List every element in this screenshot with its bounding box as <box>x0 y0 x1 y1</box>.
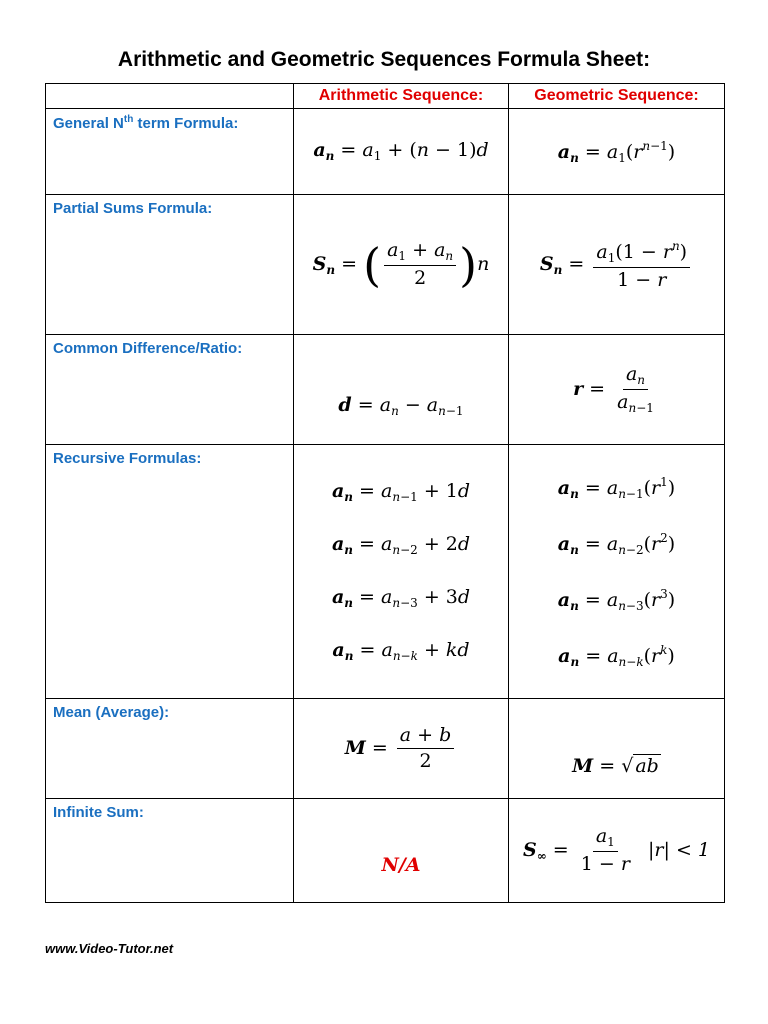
mean-row <box>46 699 725 799</box>
infinite-sum-label: Infinite Sum: <box>46 799 294 903</box>
geometric-nth-term-formula: $a_n = a_1(r^{n-1})$ <box>509 109 725 195</box>
arithmetic-nth-term-formula: $a_n = a_1 + (n - 1)d$ <box>294 109 509 195</box>
partial-sums-label: Partial Sums Formula: <box>46 195 294 335</box>
arithmetic-partial-sum-formula: $S_n$ = ( $\frac{a_1 + a_n}{2}$ )n <box>294 195 509 335</box>
infinite-sum-row <box>46 799 725 903</box>
page-title: Arithmetic and Geometric Sequences Formula Sheet: <box>117 48 651 71</box>
arithmetic-infinite-sum: N/A <box>294 799 509 903</box>
geometric-recursive-formulas <box>509 445 725 699</box>
arithmetic-recursive-3: $a_n = a_{n-3} + 3d$ <box>331 585 471 610</box>
nth-term-row <box>46 109 725 195</box>
common-difference-row <box>46 335 725 445</box>
geometric-mean-formula: M = √ ab <box>509 699 725 799</box>
geometric-partial-sum-formula: $S_n$ = $\frac{a_1(1 - r^n)}{1 - r}$ <box>509 195 725 335</box>
geometric-column-header: Geometric Sequence: <box>509 84 725 109</box>
arithmetic-recursive-formulas <box>294 445 509 699</box>
common-difference-label: Common Difference/Ratio: <box>46 335 294 445</box>
arithmetic-recursive-1: $a_n = a_{n-1} + 1d$ <box>331 479 471 504</box>
formula-table <box>45 83 725 903</box>
geometric-recursive-2: $a_n = a_{n-2}(r^2)$ <box>557 530 676 557</box>
footer-url: www.Video-Tutor.net <box>45 941 174 956</box>
partial-sums-row <box>46 195 725 335</box>
arithmetic-recursive-k: $a_n = a_{n-k}$ + kd <box>332 638 470 663</box>
geometric-recursive-k: $a_n = a_{n-k}(r^k)$ <box>558 642 675 669</box>
header-row <box>46 84 725 109</box>
common-ratio-formula: r = $\frac{a_n}{a_{n-1}}$ <box>509 335 725 445</box>
corner-cell <box>46 84 294 109</box>
convergence-condition: |r| < 1 <box>648 838 710 861</box>
recursive-label: Recursive Formulas: <box>46 445 294 699</box>
recursive-row <box>46 445 725 699</box>
arithmetic-column-header: Arithmetic Sequence: <box>294 84 509 109</box>
common-difference-formula: $d = a_n - a_{n-1}$ <box>294 335 509 445</box>
geometric-recursive-1: $a_n = a_{n-1}(r^1)$ <box>557 474 676 501</box>
nth-term-label: General $N^{th}$ term Formula: <box>46 109 294 195</box>
arithmetic-recursive-2: $a_n = a_{n-2} + 2d$ <box>331 532 471 557</box>
geometric-infinite-sum-formula: $S_\infty$ = $\frac{a_1}{1 - r}$ |r| < 1 <box>509 799 725 903</box>
mean-label: Mean (Average): <box>46 699 294 799</box>
geometric-recursive-3: $a_n = a_{n-3}(r^3)$ <box>557 586 676 613</box>
arithmetic-mean-formula: M = $\frac{a + b}{2}$ <box>294 699 509 799</box>
